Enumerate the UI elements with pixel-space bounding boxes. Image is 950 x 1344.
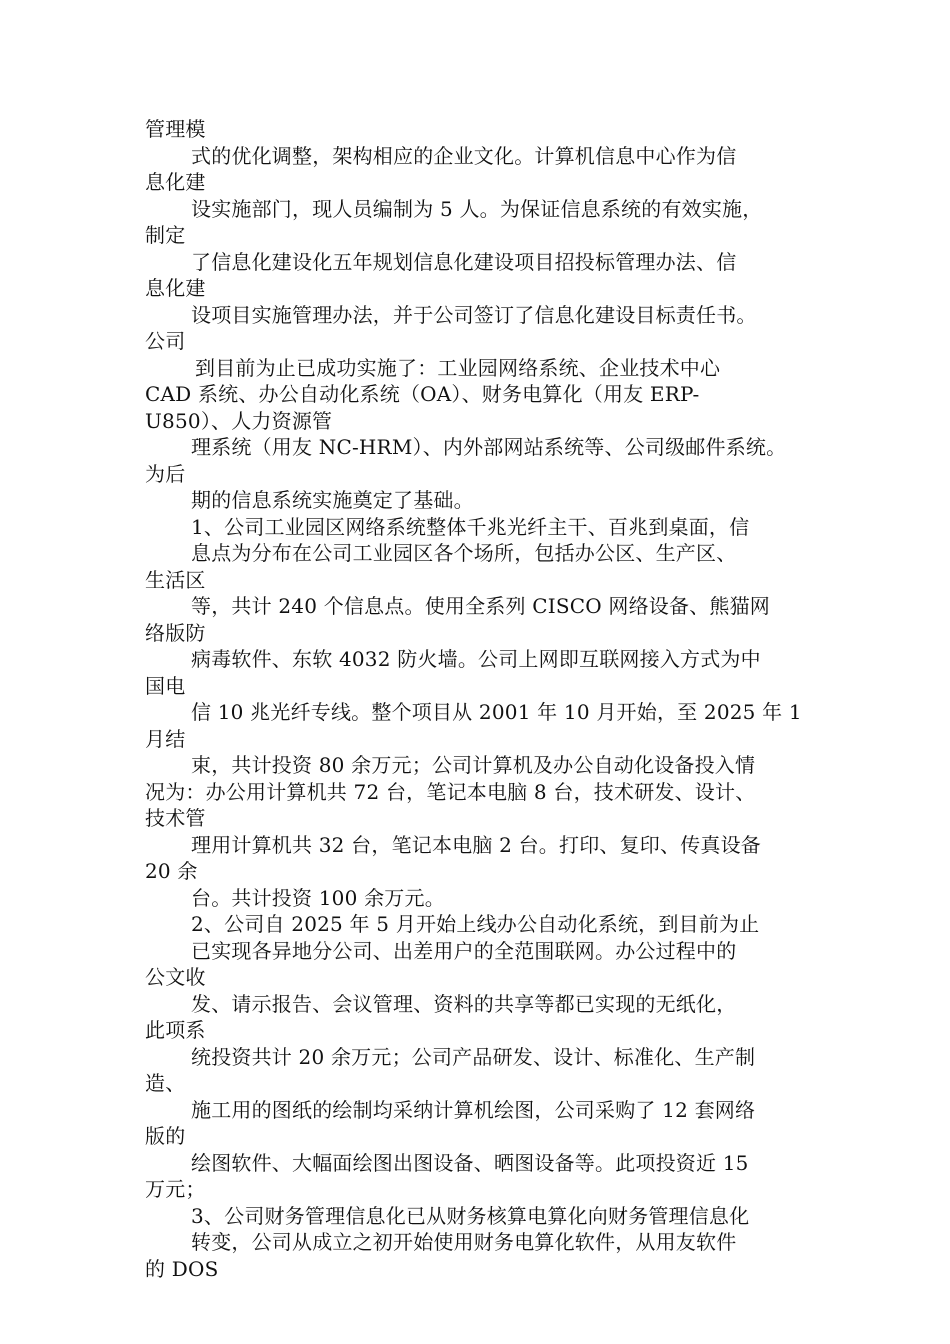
text-line: 发、请示报告、会议管理、资料的共享等都已实现的无纸化， xyxy=(191,991,737,1016)
text-line: 3、公司财务管理信息化已从财务核算电算化向财务管理信息化 xyxy=(191,1203,750,1228)
text-line: 1、公司工业园区网络系统整体千兆光纤主干、百兆到桌面，信 xyxy=(191,514,750,539)
text-line: 病毒软件、东软 4032 防火墙。公司上网即互联网接入方式为中 xyxy=(191,647,761,671)
text-line: 设项目实施管理办法，并于公司签订了信息化建设目标责任书。 xyxy=(191,302,757,327)
text-line: 国电 xyxy=(145,673,186,698)
text-line: 施工用的图纸的绘制均采纳计算机绘图，公司采购了 12 套网络 xyxy=(191,1097,756,1122)
text-line: 况为：办公用计算机共 72 台，笔记本电脑 8 台，技术研发、设计、 xyxy=(145,779,756,804)
text-line: 已实现各异地分公司、出差用户的全范围联网。办公过程中的 xyxy=(191,938,737,963)
text-line: 公司 xyxy=(145,329,186,353)
text-line: 管理模 xyxy=(145,117,206,141)
text-line: 月结 xyxy=(145,726,186,751)
text-line: 技术管 xyxy=(145,806,206,830)
text-line: 信 10 兆光纤专线。整个项目从 2001 年 10 月开始，至 2025 年 1 xyxy=(191,700,802,724)
text-line: 期的信息系统实施奠定了基础。 xyxy=(191,488,474,512)
text-line: 设实施部门，现人员编制为 5 人。为保证信息系统的有效实施， xyxy=(191,196,763,221)
text-line: 制定 xyxy=(145,223,186,247)
text-line: 造、 xyxy=(145,1071,186,1095)
text-line: 万元； xyxy=(145,1177,206,1201)
text-line: 式的优化调整，架构相应的企业文化。计算机信息中心作为信 xyxy=(191,143,737,168)
text-line: CAD 系统、办公自动化系统（OA）、财务电算化（用友 ERP- xyxy=(145,382,700,406)
text-line: 台。共计投资 100 余万元。 xyxy=(191,885,445,910)
text-line: 2、公司自 2025 年 5 月开始上线办公自动化系统，到目前为止 xyxy=(191,912,760,936)
text-line: 了信息化建设化五年规划信息化建设项目招投标管理办法、信 xyxy=(191,249,737,274)
text-line: 络版防 xyxy=(145,620,206,645)
text-line: 版的 xyxy=(145,1124,186,1148)
text-line: 息点为分布在公司工业园区各个场所，包括办公区、生产区、 xyxy=(191,541,737,565)
text-line: 息化建 xyxy=(145,170,206,194)
text-line: 等，共计 240 个信息点。使用全系列 CISCO 网络设备、熊猫网 xyxy=(191,594,771,618)
text-line: 此项系 xyxy=(145,1018,206,1042)
text-line: 20 余 xyxy=(145,859,198,883)
text-line: 理系统（用友 NC-HRM）、内外部网站系统等、公司级邮件系统。 xyxy=(191,435,787,459)
text-line: 生活区 xyxy=(145,567,206,592)
text-line: 束，共计投资 80 余万元；公司计算机及办公自动化设备投入情 xyxy=(191,753,756,777)
text-line: 转变，公司从成立之初开始使用财务电算化软件，从用友软件 xyxy=(191,1230,737,1254)
text-line: 为后 xyxy=(145,461,186,486)
text-line: 绘图软件、大幅面绘图出图设备、晒图设备等。此项投资近 15 xyxy=(191,1150,749,1175)
document-body xyxy=(145,116,813,1282)
text-line: 统投资共计 20 余万元；公司产品研发、设计、标准化、生产制 xyxy=(191,1044,756,1069)
text-line: 息化建 xyxy=(145,276,206,300)
text-line: 公文收 xyxy=(145,965,206,989)
text-line: 理用计算机共 32 台，笔记本电脑 2 台。打印、复印、传真设备 xyxy=(191,832,762,857)
text-line: U850）、人力资源管 xyxy=(145,408,333,433)
text-line: 的 DOS xyxy=(145,1256,219,1281)
text-line: 到目前为止已成功实施了：工业园网络系统、企业技术中心 xyxy=(195,355,721,380)
